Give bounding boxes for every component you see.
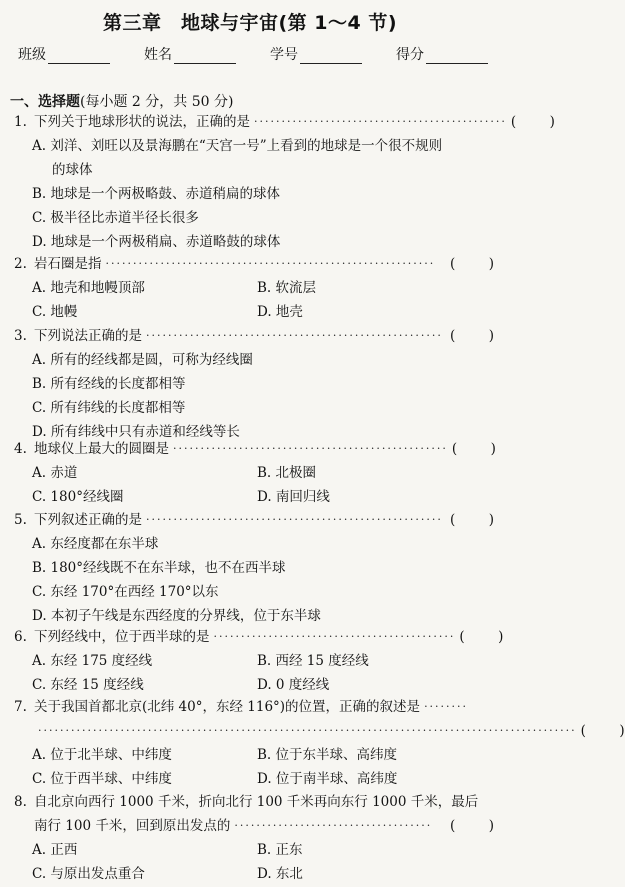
option-d[interactable]: D. 地球是一个两极稍扁、赤道略鼓的球体 (32, 234, 281, 250)
answer-blank[interactable]: ( ) (450, 328, 494, 344)
option-a[interactable]: A. 东经度都在东半球 (32, 536, 159, 552)
question-stem: 下列经线中，位于西半球的是 (34, 629, 210, 645)
question-2 (14, 252, 494, 324)
score-label: 得分 (396, 47, 424, 63)
question-stem: 关于我国首都北京(北纬 40°，东经 116°)的位置，正确的叙述是 (34, 699, 421, 715)
question-number: 6. (14, 629, 27, 645)
leader-dots: ········ (424, 700, 469, 713)
leader-dots: ······················································ (146, 329, 443, 342)
option-b[interactable]: B. 软流层 (257, 280, 317, 296)
question-8 (14, 790, 494, 886)
leader-dots: ·················································· (173, 442, 448, 455)
question-number: 5. (14, 512, 27, 528)
option-b[interactable]: B. 地球是一个两极略鼓、赤道稍扁的球体 (32, 186, 281, 202)
option-c[interactable]: C. 东经 170°在西经 170°以东 (32, 584, 219, 600)
option-b[interactable]: B. 正东 (257, 842, 303, 858)
question-number: 8. (14, 794, 27, 810)
id-label: 学号 (270, 47, 298, 63)
name-blank[interactable] (174, 49, 236, 64)
name-label: 姓名 (144, 47, 172, 63)
leader-dots: ···································· (234, 819, 433, 832)
option-c[interactable]: C. 极半径比赤道半径长很多 (32, 210, 199, 226)
option-a[interactable]: A. 东经 175 度经线 (32, 653, 153, 669)
option-a[interactable]: A. 刘洋、刘旺以及景海鹏在“天宫一号”上看到的地球是一个很不规则 (32, 138, 443, 154)
id-field[interactable] (270, 44, 362, 64)
question-7 (14, 695, 625, 791)
leader-dots: ······················································ (146, 513, 443, 526)
option-d[interactable]: D. 本初子午线是东西经度的分界线，位于东半球 (32, 608, 321, 624)
question-stem: 地球仪上最大的圆圈是 (34, 441, 169, 457)
answer-blank[interactable]: ( ) (450, 256, 494, 272)
name-field[interactable] (144, 44, 236, 64)
answer-blank[interactable]: ( ) (450, 512, 494, 528)
question-number: 1. (14, 114, 27, 130)
score-blank[interactable] (426, 49, 488, 64)
option-d[interactable]: D. 位于南半球、高纬度 (257, 771, 398, 787)
option-c[interactable]: C. 所有纬线的长度都相等 (32, 400, 186, 416)
page-title: 第三章 地球与宇宙(第 1～4 节) (102, 12, 398, 34)
class-field[interactable] (18, 44, 110, 64)
option-c[interactable]: C. 东经 15 度经线 (32, 677, 144, 693)
option-d[interactable]: D. 东北 (257, 866, 303, 882)
question-stem: 岩石圈是指 (34, 256, 102, 272)
question-number: 2. (14, 256, 27, 272)
option-b[interactable]: B. 所有经线的长度都相等 (32, 376, 186, 392)
option-c[interactable]: C. 地幔 (32, 304, 78, 320)
option-d[interactable]: D. 0 度经线 (257, 677, 330, 693)
answer-blank[interactable]: ( ) (450, 818, 494, 834)
question-stem-cont: 南行 100 千米，回到原出发点的 (34, 818, 231, 834)
option-c[interactable]: C. 与原出发点重合 (32, 866, 145, 882)
question-6 (14, 625, 504, 697)
question-stem: 下列关于地球形状的说法，正确的是 (34, 114, 250, 130)
option-c[interactable]: C. 180°经线圈 (32, 489, 124, 505)
section-heading (10, 91, 233, 111)
option-a[interactable]: A. 位于北半球、中纬度 (32, 747, 172, 763)
student-info-row (18, 44, 488, 64)
answer-blank[interactable]: ( ) (510, 114, 555, 130)
option-a[interactable]: A. 地壳和地幔顶部 (32, 280, 145, 296)
question-3 (14, 324, 494, 444)
option-c[interactable]: C. 位于西半球、中纬度 (32, 771, 172, 787)
section-title: 一、选择题 (10, 94, 80, 110)
question-stem: 下列叙述正确的是 (34, 512, 142, 528)
class-label: 班级 (18, 47, 46, 63)
option-a[interactable]: A. 正西 (32, 842, 78, 858)
option-b[interactable]: B. 北极圈 (257, 465, 317, 481)
question-number: 4. (14, 441, 27, 457)
question-5 (14, 508, 494, 628)
question-4 (14, 437, 494, 509)
id-blank[interactable] (300, 49, 362, 64)
option-b[interactable]: B. 位于东半球、高纬度 (257, 747, 398, 763)
leader-dots: ···························································· (105, 257, 436, 270)
leader-dots: ············································ (213, 630, 456, 643)
question-number: 7. (14, 699, 27, 715)
leader-dots: ·············································· (254, 115, 507, 128)
option-d[interactable]: D. 所有纬线中只有赤道和经线等长 (32, 424, 240, 440)
option-b[interactable]: B. 西经 15 度经线 (257, 653, 369, 669)
option-d[interactable]: D. 地壳 (257, 304, 303, 320)
option-a[interactable]: A. 赤道 (32, 465, 78, 481)
class-blank[interactable] (48, 49, 110, 64)
option-a-cont: 的球体 (52, 162, 93, 178)
answer-blank[interactable]: ( ) (451, 441, 496, 457)
answer-blank[interactable]: ( ) (459, 629, 504, 645)
option-d[interactable]: D. 南回归线 (257, 489, 330, 505)
question-number: 3. (14, 328, 27, 344)
section-note: (每小题 2 分，共 50 分) (80, 94, 234, 110)
answer-blank[interactable]: ( ) (580, 723, 625, 739)
question-1 (14, 110, 555, 254)
question-stem: 自北京向西行 1000 千米，折向北行 100 千米再向东行 1000 千米，最后 (34, 794, 479, 810)
option-a[interactable]: A. 所有的经线都是圆，可称为经线圈 (32, 352, 253, 368)
score-field[interactable] (396, 44, 488, 64)
leader-dots: ·································································································· (38, 724, 577, 737)
option-b[interactable]: B. 180°经线既不在东半球，也不在西半球 (32, 560, 286, 576)
question-stem: 下列说法正确的是 (34, 328, 142, 344)
